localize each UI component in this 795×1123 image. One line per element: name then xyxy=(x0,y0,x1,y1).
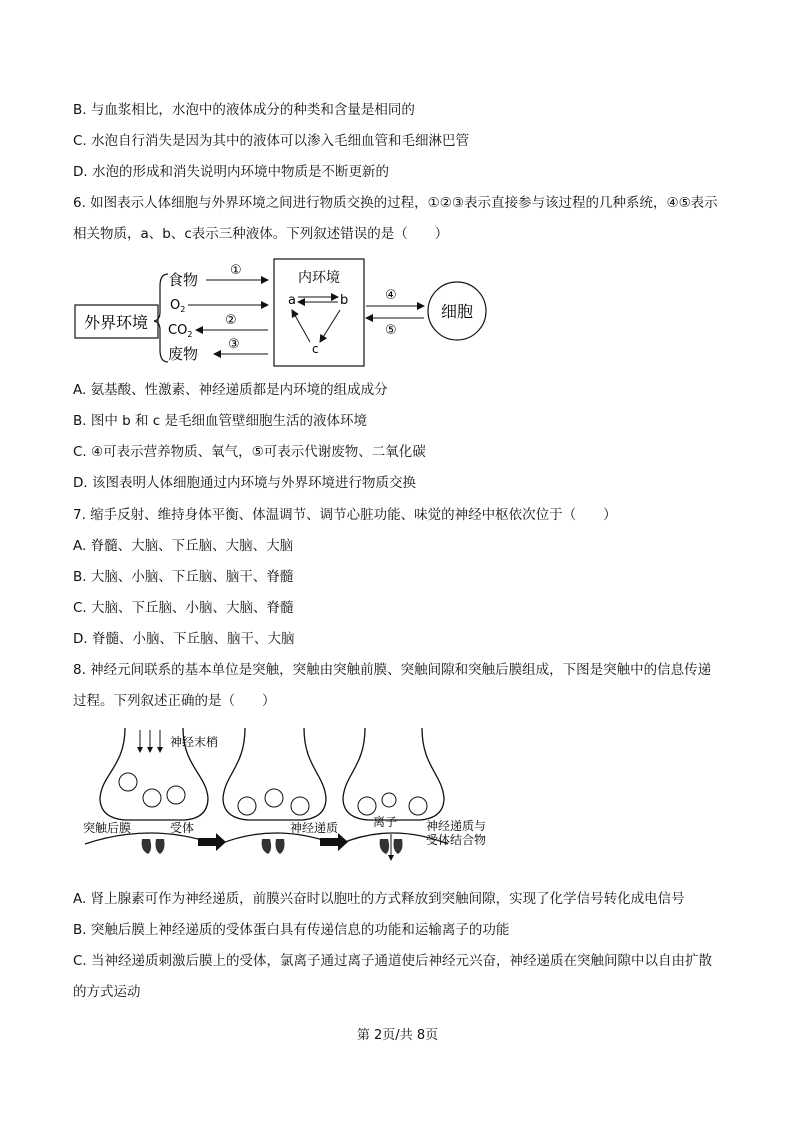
outside-env-label: 外界环境 xyxy=(83,313,149,332)
vesicle xyxy=(291,797,309,815)
q8-option-b: B. 突触后膜上神经递质的受体蛋白具有传递信息的功能和运输离子的功能 xyxy=(73,922,510,938)
vesicle xyxy=(167,786,185,804)
vesicle xyxy=(382,793,396,807)
liquid-b: b xyxy=(340,293,349,308)
complex-label-line2: 受体结合物 xyxy=(426,833,487,847)
receptor xyxy=(394,839,403,854)
receptor xyxy=(262,839,272,854)
liquid-c: c xyxy=(312,342,319,356)
receptor-label: 受体 xyxy=(170,821,195,835)
cell-label: 细胞 xyxy=(440,302,474,321)
q5-option-c: C. 水泡自行消失是因为其中的液体可以渗入毛细血管和毛细淋巴管 xyxy=(73,133,470,149)
synapse-panel-1 xyxy=(83,728,218,854)
postsynaptic-membrane-label: 突触后膜 xyxy=(83,821,132,835)
label-5: ⑤ xyxy=(385,323,397,338)
receptor xyxy=(276,839,285,854)
q5-option-b: B. 与血浆相比，水泡中的液体成分的种类和含量是相同的 xyxy=(73,102,415,118)
q5-option-d: D. 水泡的形成和消失说明内环境中物质是不断更新的 xyxy=(73,164,389,180)
food-label: 食物 xyxy=(168,271,199,289)
q7-option-c: C. 大脑、下丘脑、小脑、大脑、脊髓 xyxy=(73,600,294,616)
nerve-terminal-label: 神经末梢 xyxy=(170,735,219,749)
vesicle xyxy=(358,797,376,815)
label-4: ④ xyxy=(385,288,397,303)
label-1: ① xyxy=(230,263,242,278)
q6-option-d: D. 该图表明人体细胞通过内环境与外界环境进行物质交换 xyxy=(73,475,416,491)
neurotransmitter-label: 神经递质 xyxy=(290,821,339,835)
vesicle xyxy=(143,789,161,807)
receptor xyxy=(156,839,165,854)
liquid-a: a xyxy=(288,293,296,308)
q8-option-c: C. 当神经递质刺激后膜上的受体，氯离子通过离子通道使后神经元兴奋，神经递质在突触间隙中以自由扩散的方式运动 xyxy=(73,953,713,1000)
vesicle xyxy=(265,789,283,807)
page-footer: 第 2页/共 8页 xyxy=(356,1028,439,1043)
complex-label-line1: 神经递质与 xyxy=(426,819,487,833)
o2-label: $O_2$ xyxy=(170,298,186,314)
vesicle xyxy=(119,773,137,791)
synapse-panel-3 xyxy=(340,728,486,860)
q6-stem: 6. 如图表示人体细胞与外界环境之间进行物质交换的过程，①②③表示直接参与该过程的几种系统，④⑤表示相关物质，a、b、c表示三种液体。下列叙述错误的是（ ） xyxy=(73,195,718,242)
q7-option-b: B. 大脑、小脑、下丘脑、脑干、脊髓 xyxy=(73,569,294,585)
q6-diagram xyxy=(72,256,492,371)
process-arrow-1 xyxy=(198,833,226,851)
q7-option-d: D. 脊髓、小脑、下丘脑、脑干、大脑 xyxy=(73,631,295,647)
receptor xyxy=(380,839,390,854)
vesicle xyxy=(409,797,427,815)
receptor xyxy=(142,839,152,854)
label-2: ② xyxy=(225,313,237,328)
q8-stem: 8. 神经元间联系的基本单位是突触，突触由突触前膜、突触间隙和突触后膜组成，下图是突触中的信息传递过程。下列叙述正确的是（ ） xyxy=(73,662,712,709)
q6-option-b: B. 图中 b 和 c 是毛细血管壁细胞生活的液体环境 xyxy=(73,413,368,429)
waste-label: 废物 xyxy=(168,345,199,363)
co2-label: $CO_2$ xyxy=(168,323,193,339)
q8-synapse-diagram xyxy=(80,726,510,874)
vesicle xyxy=(238,797,256,815)
synapse-panel-2 xyxy=(220,728,338,854)
label-3: ③ xyxy=(228,337,240,352)
q8-option-a: A. 肾上腺素可作为神经递质，前膜兴奋时以胞吐的方式释放到突触间隙，实现了化学信号转化成电信号 xyxy=(73,891,685,907)
q7-option-a: A. 脊髓、大脑、下丘脑、大脑、大脑 xyxy=(73,538,294,554)
q6-option-a: A. 氨基酸、性激素、神经递质都是内环境的组成成分 xyxy=(73,382,388,398)
internal-env-label: 内环境 xyxy=(298,270,340,286)
q6-option-c: C. ④可表示营养物质、氧气，⑤可表示代谢废物、二氧化碳 xyxy=(73,444,426,460)
ion-label: 离子 xyxy=(373,815,398,829)
q7-stem: 7. 缩手反射、维持身体平衡、体温调节、调节心脏功能、味觉的神经中枢依次位于（ ） xyxy=(73,507,617,523)
